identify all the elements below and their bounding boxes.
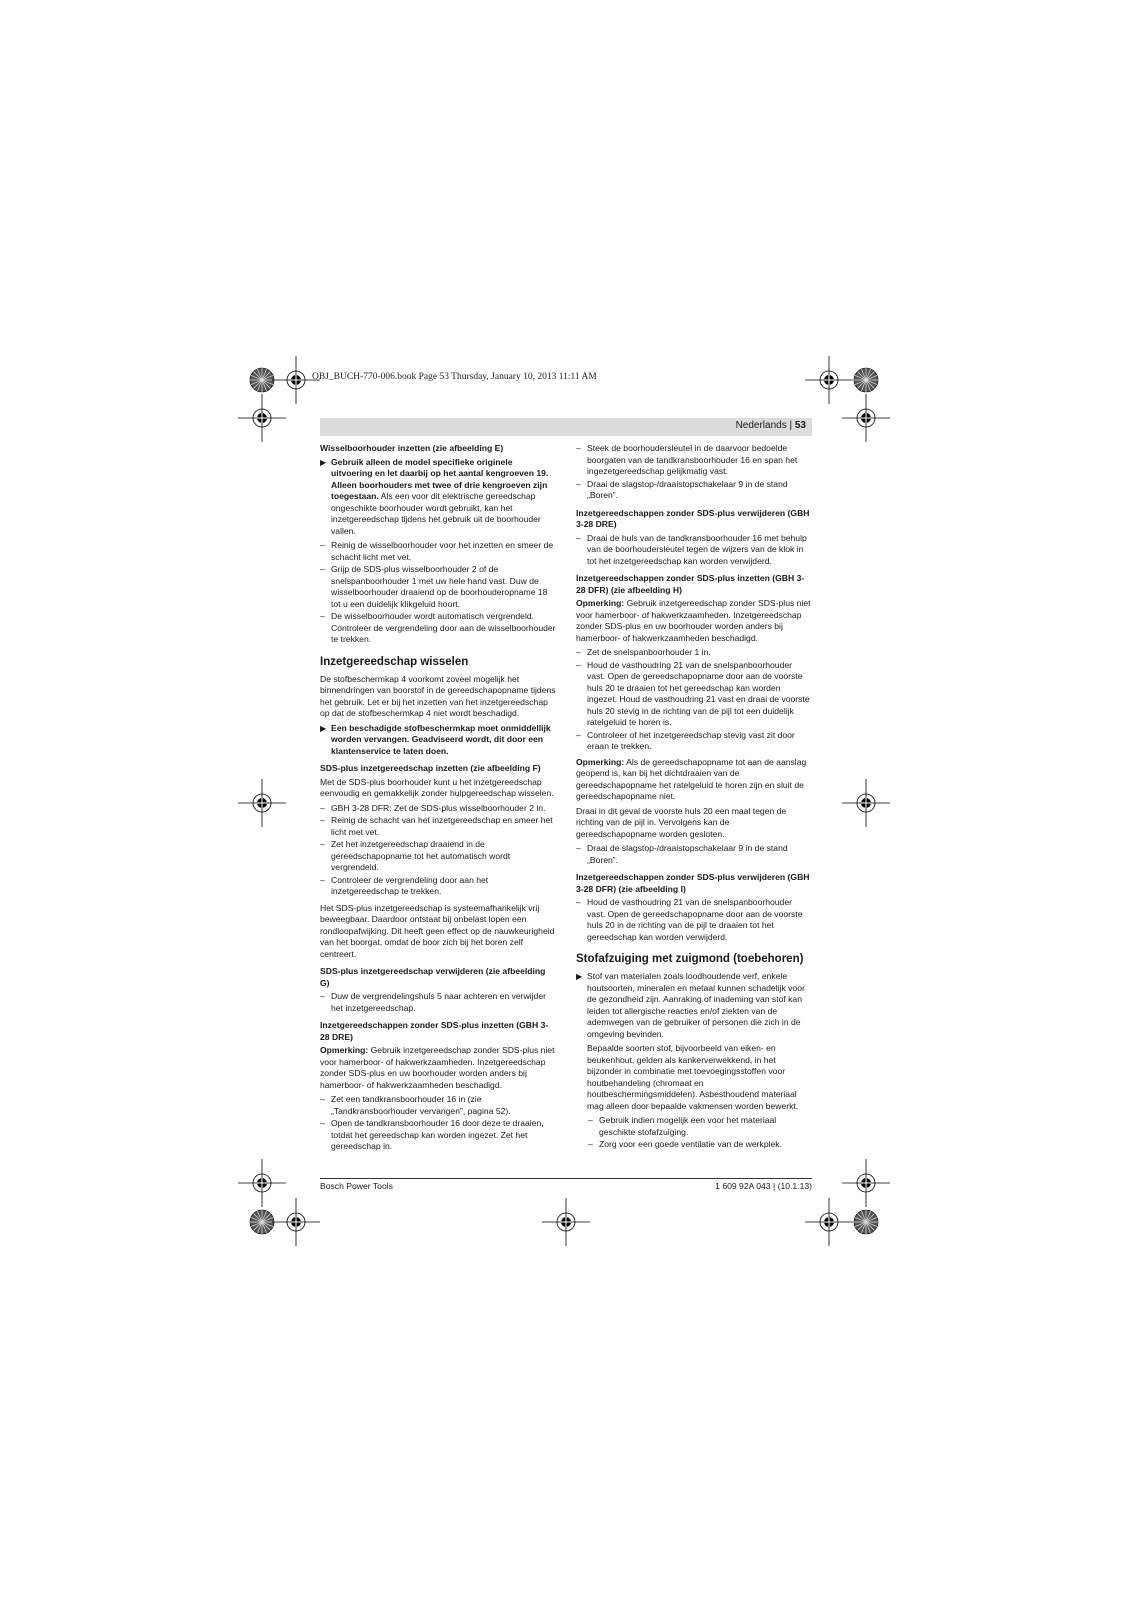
header-text: Nederlands | 53	[735, 420, 806, 431]
color-target-icon	[250, 1210, 274, 1234]
list-item: – Zet het inzetgereedschap draaiend in de gereedschapopname tot het automatisch wordt vergrendeld.	[320, 839, 511, 872]
page-header	[320, 418, 812, 436]
crosshair-icon	[805, 356, 853, 404]
list-item: – Reinig de wisselboorhouder voor het inzetten en smeer de schacht licht met vet.	[320, 540, 554, 562]
subheading: Wisselboorhouder inzetten (zie afbeelding E)	[320, 443, 504, 453]
section-heading: Stofafzuiging met zuigmond (toebehoren)	[576, 953, 804, 965]
list-item: – Gebruik indien mogelijk een voor het materiaal geschikte stofafzuiging.	[588, 1115, 777, 1137]
print-info: OBJ_BUCH-770-006.book Page 53 Thursday, January 10, 2013 11:11 AM	[312, 372, 597, 382]
paragraph: Draai in dit geval de voorste huls 20 een maal tegen de richting van de pijl in. Vervolgens kan de gereedschapopname worden gesloten.	[576, 805, 787, 839]
crosshair-icon	[238, 1159, 286, 1207]
subheading: Inzetgereedschappen zonder SDS-plus verwijderen (GBH 3-28 DRE)	[576, 507, 810, 529]
page-number: 53	[794, 420, 806, 431]
color-target-icon	[250, 368, 274, 392]
subheading: Inzetgereedschappen zonder SDS-plus inzetten (GBH 3-28 DRE)	[320, 1020, 549, 1042]
list-item: – Duw de vergrendelingshuls 5 naar achteren en verwijder het inzetgereedschap.	[320, 991, 546, 1013]
crosshair-icon	[842, 394, 890, 442]
right-column	[576, 443, 812, 1152]
list-item: – Draai de huls van de tandkransboorhouder 16 met behulp van de boorhoudersleutel tegen de wijzers van de klok in tot het inzetgereedschap kan worden verwijderd.	[576, 532, 807, 566]
color-target-icon	[854, 368, 878, 392]
paragraph: De stofbeschermkap 4 voorkomt zoveel mogelijk het binnendringen van boorstof in de gereedschapopname tijdens het gebruik. Let er bij het inzetten van het inzetgereedschap op dat de stofbeschermkap 4 niet wordt beschadigd.	[320, 673, 556, 718]
list-item: – De wisselboorhouder wordt automatisch vergrendeld. Controleer de vergrendeling door aan de wisselboorhouder te trekken.	[320, 611, 556, 644]
header-language: Nederlands	[735, 420, 787, 431]
list-item: – Controleer de vergrendeling door aan het inzetgereedschap te trekken.	[320, 874, 489, 896]
list-item: – Zet een tandkransboorhouder 16 in (zie „Tandkransboorhouder vervangen”, pagina 52).	[320, 1094, 511, 1116]
section-heading: Inzetgereedschap wisselen	[320, 655, 469, 668]
warning-item: ▶ Gebruik alleen de model specifieke originele uitvoering en let daarbij op het aantal kengroeven 19. Alleen boorhouders met twee of drie kengroeven zijn toegestaan. Als een voor dit elektrische gereedschap ongeschikte boorhouder wordt gebruikt, kan het inzetgereedschap tijdens het gebruik uit de boorhouder vallen.	[320, 456, 549, 536]
subheading: Inzetgereedschappen zonder SDS-plus verwijderen (GBH 3-28 DFR) (zie afbeelding I)	[576, 872, 810, 894]
crosshair-icon	[238, 779, 286, 827]
crosshair-icon	[272, 1198, 320, 1246]
warning-item: ▶ Stof van materialen zoals loodhoudende verf, enkele houtsoorten, mineralen en metaal kunnen schadelijk voor de gezondheid zijn. Aanraking of inademing van stof kan leiden tot allergische reacties en/of ziekten van de ademwegen van de gebruiker of personen die zich in de omgeving bevinden.	[576, 971, 805, 1039]
list-item: – Grijp de SDS-plus wisselboorhouder 2 of de snelspanboorhouder 1 met uw hele hand vast. Duw de wisselboorhouder draaiend op de boorhouderopname 18 tot u een duidelijk klikgeluid hoort.	[320, 564, 548, 609]
paragraph: Bepaalde soorten stof, bijvoorbeeld van eiken- en beukenhout, gelden als kankerverwekkend, in het bijzonder in combinatie met toevoegingsstoffen voor houtbehandeling (chromaat en houtbeschermingsmiddelen). Asbesthoudend materiaal mag alleen door bepaalde vakmensen worden bewerkt.	[587, 1043, 799, 1111]
arrow-icon: ▶	[320, 457, 327, 467]
list-item: – Reinig de schacht van het inzetgereedschap en smeer het licht met vet.	[320, 815, 553, 837]
subheading: SDS-plus inzetgereedschap verwijderen (zie afbeelding G)	[320, 966, 546, 988]
list-item: – Draai de slagstop-/draaistopschakelaar 9 in de stand „Boren”.	[576, 478, 788, 500]
arrow-icon: ▶	[576, 972, 583, 981]
list-item: – Controleer of het inzetgereedschap stevig vast zit door eraan te trekken.	[576, 729, 795, 751]
crosshair-icon	[238, 394, 286, 442]
list-item: – Open de tandkransboorhouder 16 door deze te draaien, totdat het gereedschap kan worden ingezet. Zet het gereedschap in.	[320, 1118, 544, 1151]
list-item: – Draai de slagstop-/draaistopschakelaar 9 in de stand „Boren”.	[576, 843, 788, 865]
warning-item: ▶ Een beschadigde stofbeschermkap moet onmiddellijk worden vervangen. Geadviseerd wordt, dit door een klantenservice te laten doen.	[320, 722, 551, 756]
paragraph: Opmerking: Gebruik inzetgereedschap zonder SDS-plus niet voor hamerboor- of hakwerkzaamheden. Inzetgereedschap zonder SDS-plus en uw boorhouder worden anders bij hamerboor- of hakwerkzaamheden beschadigd.	[576, 598, 811, 643]
footer-brand: Bosch Power Tools	[320, 1181, 393, 1191]
list-item: – Houd de vasthoudring 21 van de snelspanboorhouder vast. Open de gereedschapopname door aan de voorste huls 20 te draaien tot het gereedschap kan worden ingezet. Houd de vasthoudring 21 vast en draai de voorste huls 20 stevig in de richting van de pijl tot een duidelijk ratelgeluid te horen is.	[576, 659, 810, 727]
list-item: – Steek de boorhoudersleutel in de daarvoor bedoelde boorgaten van de tandkransboorhouder 16 en span het ingezetgereedschap gelijkmatig vast.	[576, 443, 798, 476]
list-item: – Houd de vasthoudring 21 van de snelspanboorhouder vast. Open de gereedschapopname door aan de voorste huls 20 in de richting van de pijl te draaien tot het gereedschap kan worden verwijderd.	[576, 897, 803, 942]
paragraph: Met de SDS-plus boorhouder kunt u het inzetgereedschap eenvoudig en gemakkelijk zonder hulpgereedschap wisselen.	[320, 776, 554, 798]
paragraph: Opmerking: Als de gereedschapopname tot aan de aanslag geopend is, kan bij het dichtdraaien van de gereedschapopname het ratelgeluid te horen zijn en sluit de gereedschapopname niet.	[576, 756, 807, 801]
list-item: – GBH 3-28 DFR: Zet de SDS-plus wisselboorhouder 2 in.	[320, 802, 546, 813]
crosshair-icon	[842, 1159, 890, 1207]
crosshair-icon	[542, 1198, 590, 1246]
crosshair-icon	[805, 1198, 853, 1246]
subheading: Inzetgereedschappen zonder SDS-plus inzetten (GBH 3-28 DFR) (zie afbeelding H)	[576, 573, 805, 595]
list-item: – Zorg voor een goede ventilatie van de werkplek.	[588, 1139, 782, 1149]
left-column	[320, 443, 556, 1154]
arrow-icon: ▶	[320, 723, 327, 733]
footer-rule	[320, 1178, 812, 1179]
paragraph: Opmerking: Gebruik inzetgereedschap zonder SDS-plus niet voor hamerboor- of hakwerkzaamheden. Inzetgereedschap zonder SDS-plus en uw boorhouder worden anders bij hamerboor- of hakwerkzaamheden beschadigd.	[320, 1045, 555, 1090]
color-target-icon	[854, 1210, 878, 1234]
footer-doc-number: 1 609 92A 043 | (10.1.13)	[715, 1181, 812, 1191]
subheading: SDS-plus inzetgereedschap inzetten (zie afbeelding F)	[320, 763, 541, 773]
paragraph: Het SDS-plus inzetgereedschap is systeemafhankelijk vrij beweegbaar. Daardoor ontstaat bij onbelast lopen een rondloopafwijking. Dit heeft geen effect op de nauwkeurigheid van het boorgat, omdat de boor zich bij het boren zelf centreert.	[320, 902, 555, 959]
list-item: – Zet de snelspanboorhouder 1 in.	[576, 647, 711, 657]
crosshair-icon	[842, 779, 890, 827]
